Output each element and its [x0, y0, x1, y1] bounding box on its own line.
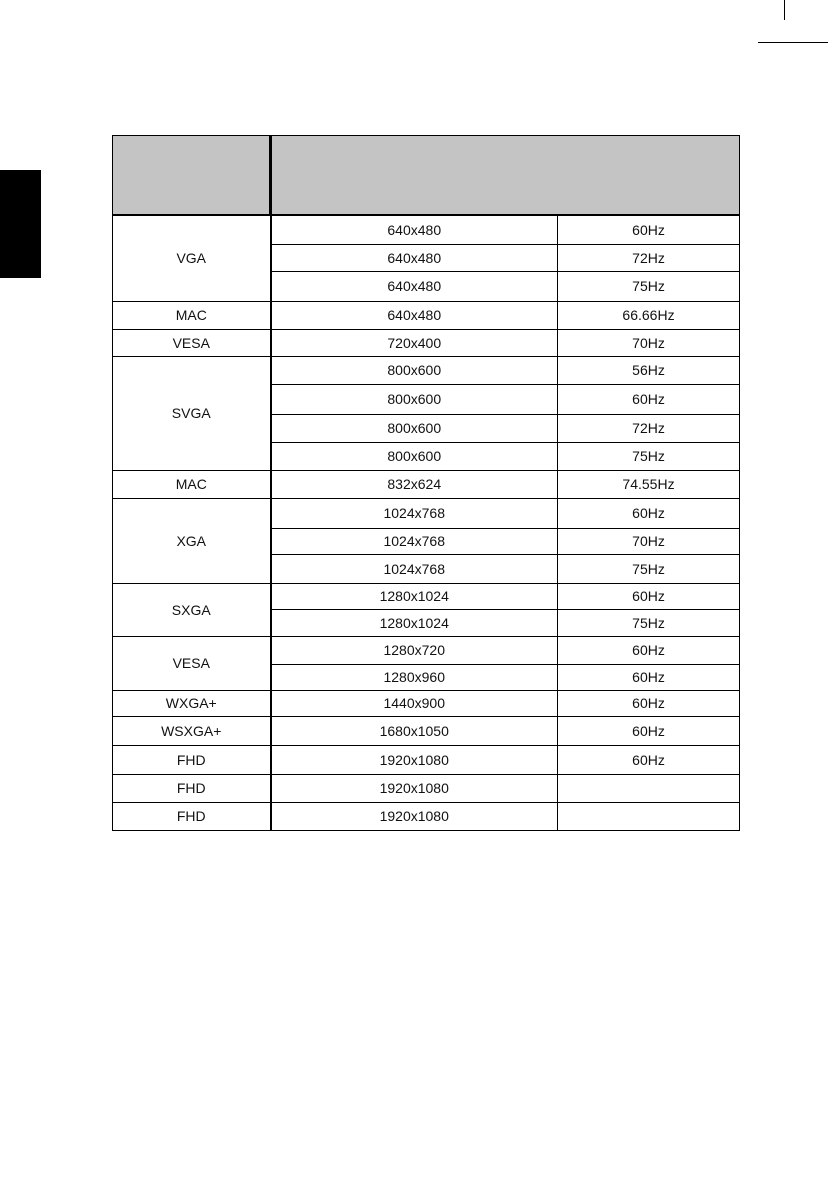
- refresh-cell: 60Hz: [558, 215, 740, 244]
- resolution-cell: 1024x768: [271, 554, 558, 583]
- refresh-cell: 75Hz: [558, 442, 740, 470]
- refresh-cell: 66.66Hz: [558, 301, 740, 329]
- mode-cell: VGA: [113, 215, 271, 301]
- resolution-cell: 1920x1080: [271, 802, 558, 830]
- resolution-cell: 640x480: [271, 301, 558, 329]
- table-row: [113, 470, 740, 498]
- table-row: [113, 498, 740, 528]
- refresh-cell: 60Hz: [558, 583, 740, 609]
- refresh-cell: 75Hz: [558, 554, 740, 583]
- resolution-cell: 800x600: [271, 442, 558, 470]
- timing-table-container: [112, 135, 739, 831]
- table-row: [113, 301, 740, 329]
- mode-cell: MAC: [113, 301, 271, 329]
- mode-cell: XGA: [113, 498, 271, 583]
- table-row: [113, 716, 740, 745]
- mode-cell: WXGA+: [113, 690, 271, 716]
- mode-cell: VESA: [113, 636, 271, 690]
- refresh-cell: 60Hz: [558, 690, 740, 716]
- table-row: [113, 802, 740, 830]
- resolution-cell: 640x480: [271, 244, 558, 271]
- refresh-cell: 72Hz: [558, 244, 740, 271]
- table-row: [113, 215, 740, 244]
- table-row: [113, 356, 740, 384]
- resolution-cell: 720x400: [271, 329, 558, 356]
- table-row: [113, 690, 740, 716]
- refresh-cell: 60Hz: [558, 498, 740, 528]
- language-side-tab: [0, 170, 41, 278]
- resolution-cell: 800x600: [271, 384, 558, 414]
- resolution-cell: 1280x960: [271, 664, 558, 690]
- refresh-cell: 75Hz: [558, 271, 740, 301]
- refresh-cell: 60Hz: [558, 636, 740, 664]
- resolution-cell: 800x600: [271, 414, 558, 442]
- resolution-cell: 832x624: [271, 470, 558, 498]
- refresh-cell: 60Hz: [558, 745, 740, 774]
- mode-cell: FHD: [113, 802, 271, 830]
- header-timing-cell: [271, 136, 740, 216]
- timing-table: [112, 135, 740, 831]
- table-row: [113, 745, 740, 774]
- refresh-cell: [558, 774, 740, 802]
- mode-cell: SXGA: [113, 583, 271, 636]
- resolution-cell: 1280x720: [271, 636, 558, 664]
- table-row: [113, 636, 740, 664]
- mode-cell: WSXGA+: [113, 716, 271, 745]
- crop-mark-horizontal: [758, 42, 828, 43]
- resolution-cell: 1680x1050: [271, 716, 558, 745]
- crop-mark-vertical: [784, 0, 785, 20]
- resolution-cell: 640x480: [271, 215, 558, 244]
- resolution-cell: 1920x1080: [271, 745, 558, 774]
- refresh-cell: 60Hz: [558, 384, 740, 414]
- resolution-cell: 1920x1080: [271, 774, 558, 802]
- mode-cell: SVGA: [113, 356, 271, 470]
- resolution-cell: 1024x768: [271, 528, 558, 554]
- table-row: [113, 583, 740, 609]
- resolution-cell: 1440x900: [271, 690, 558, 716]
- header-mode-cell: [113, 136, 271, 216]
- resolution-cell: 1280x1024: [271, 609, 558, 636]
- refresh-cell: 72Hz: [558, 414, 740, 442]
- resolution-cell: 640x480: [271, 271, 558, 301]
- refresh-cell: 56Hz: [558, 356, 740, 384]
- resolution-cell: 1024x768: [271, 498, 558, 528]
- resolution-cell: 800x600: [271, 356, 558, 384]
- mode-cell: VESA: [113, 329, 271, 356]
- refresh-cell: 60Hz: [558, 664, 740, 690]
- refresh-cell: 70Hz: [558, 528, 740, 554]
- refresh-cell: 60Hz: [558, 716, 740, 745]
- mode-cell: MAC: [113, 470, 271, 498]
- mode-cell: FHD: [113, 774, 271, 802]
- refresh-cell: [558, 802, 740, 830]
- refresh-cell: 70Hz: [558, 329, 740, 356]
- resolution-cell: 1280x1024: [271, 583, 558, 609]
- refresh-cell: 75Hz: [558, 609, 740, 636]
- mode-cell: FHD: [113, 745, 271, 774]
- table-row: [113, 774, 740, 802]
- table-row: [113, 329, 740, 356]
- table-header-row: [113, 136, 740, 216]
- refresh-cell: 74.55Hz: [558, 470, 740, 498]
